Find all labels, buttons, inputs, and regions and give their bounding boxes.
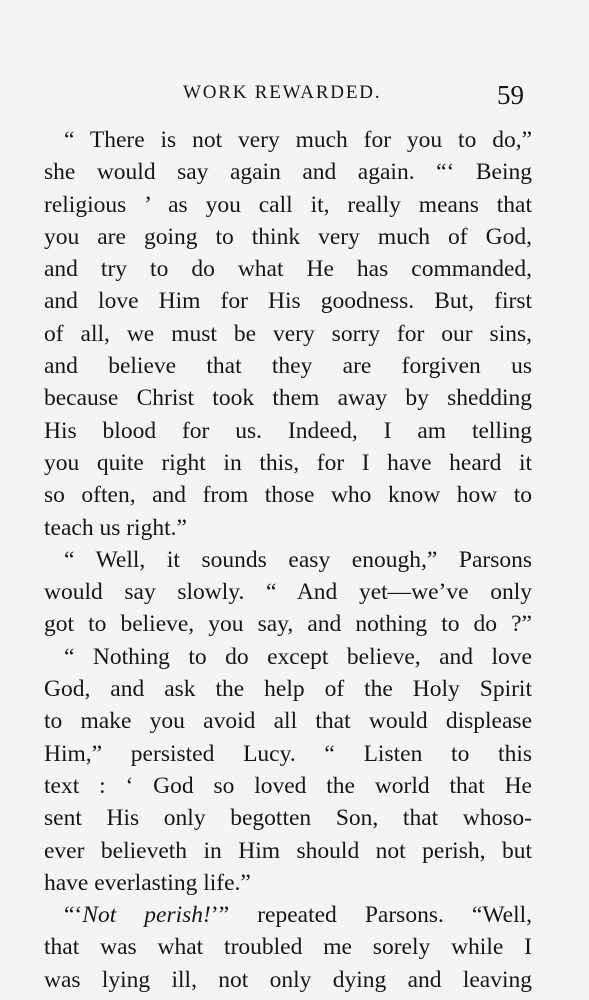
text-fragment: “‘ bbox=[64, 902, 83, 929]
text-line bbox=[44, 899, 532, 931]
body-text bbox=[44, 124, 532, 996]
text-line: and love Him for His goodness. But, first bbox=[44, 288, 532, 315]
text-line: “ There is not very much for you to do,” bbox=[64, 127, 532, 153]
text-line: because Christ took them away by shedding bbox=[44, 385, 532, 412]
text-line: ever believeth in Him should not perish, but bbox=[44, 837, 532, 864]
text-fragment: ’” repeated Parsons. “Well, bbox=[210, 902, 532, 929]
text-line: you quite right in this, for I have heard it bbox=[44, 449, 532, 476]
text-line: she would say again and again. “‘ Being bbox=[44, 159, 532, 186]
text-line: got to believe, you say, and nothing to do ?” bbox=[44, 611, 532, 638]
text-line: sent His only begotten Son, that whoso- bbox=[44, 805, 532, 832]
text-line: of all, we must be very sorry for our sins, bbox=[44, 320, 532, 347]
text-line: text : ‘ God so loved the world that He bbox=[44, 772, 532, 799]
text-line: would say slowly. “ And yet—we’ve only bbox=[44, 579, 532, 606]
text-line: you are going to think very much of God, bbox=[44, 223, 532, 250]
text-line: “ Well, it sounds easy enough,” Parsons bbox=[64, 546, 532, 573]
text-line: that was what troubled me sorely while I bbox=[44, 934, 532, 961]
page-header bbox=[0, 80, 589, 114]
text-line: “ Nothing to do except believe, and love bbox=[64, 643, 532, 670]
text-line: have everlasting life.” bbox=[44, 869, 251, 896]
italic-text: Not perish! bbox=[82, 902, 211, 929]
text-line: to make you avoid all that would displease bbox=[44, 708, 532, 735]
text-line: teach us right.” bbox=[44, 514, 187, 541]
text-line: was lying ill, not only dying and leaving bbox=[44, 966, 532, 993]
text-line: Him,” persisted Lucy. “ Listen to this bbox=[44, 740, 532, 767]
running-head: WORK REWARDED. bbox=[183, 82, 382, 103]
text-line: and believe that they are forgiven us bbox=[44, 353, 532, 380]
text-line: and try to do what He has commanded, bbox=[44, 256, 532, 283]
text-line: God, and ask the help of the Holy Spirit bbox=[44, 676, 532, 703]
text-line: His blood for us. Indeed, I am telling bbox=[44, 417, 532, 444]
page-number: 59 bbox=[497, 80, 524, 110]
text-line: religious ’ as you call it, really means that bbox=[44, 191, 532, 218]
text-line: so often, and from those who know how to bbox=[44, 482, 532, 509]
